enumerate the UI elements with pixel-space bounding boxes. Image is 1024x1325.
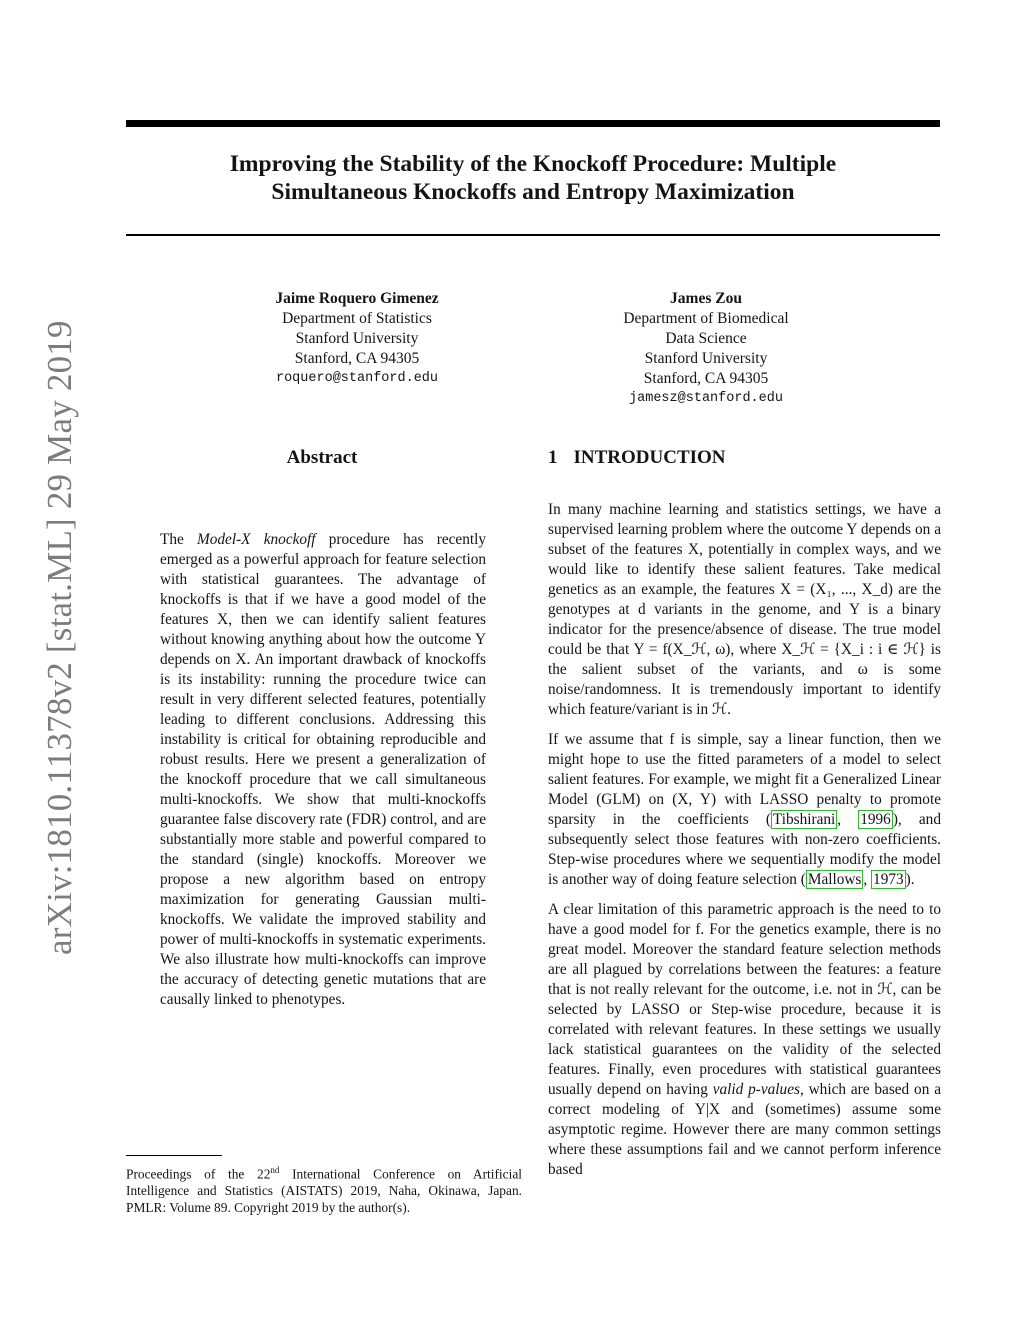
citation-separator: , — [863, 871, 872, 888]
author-affiliation-line: Stanford University — [295, 330, 419, 347]
introduction-body — [548, 500, 941, 1190]
intro-text: , which are based on a correct modeling of Y|X and (sometimes) assume some asymptotic regime. However there are many common settings where these assumptions fail and we cannot perform inference based — [548, 1081, 941, 1178]
author-affiliation-line: Data Science — [665, 330, 747, 347]
author-name: James Zou — [670, 290, 742, 307]
author-affiliation-line: Department of Biomedical — [623, 310, 789, 327]
section-title: INTRODUCTION — [573, 447, 726, 468]
abstract-heading: Abstract — [286, 447, 358, 468]
title-line-2: Simultaneous Knockoffs and Entropy Maximization — [271, 179, 795, 205]
author-email: roquero@stanford.edu — [275, 371, 439, 386]
citation-separator: , — [837, 811, 859, 828]
author-affiliation-line: Stanford, CA 94305 — [294, 350, 420, 367]
citation-link[interactable]: Mallows — [807, 871, 862, 888]
paper-title — [126, 150, 940, 206]
footnote-superscript: nd — [270, 1165, 280, 1175]
author-name: Jaime Roquero Gimenez — [275, 290, 439, 307]
title-bottom-rule — [126, 234, 940, 236]
footnote-rule — [126, 1155, 222, 1156]
author-affiliation-line: Stanford University — [644, 350, 768, 367]
introduction-heading — [548, 447, 726, 469]
section-number: 1 — [548, 447, 558, 468]
intro-paragraph-2 — [548, 730, 941, 890]
intro-emphasis: valid p-values — [712, 1081, 800, 1098]
abstract-term: Model-X knockoff — [197, 531, 316, 548]
author-block-2 — [586, 289, 826, 409]
footnote-text: Proceedings of the 22 — [126, 1166, 271, 1182]
intro-text: ), and subsequently select those features with non-zero coefficients. Step-wise procedures where we sequentially modify the model is another way of doing feature selection ( — [548, 811, 941, 888]
abstract-body-text: procedure has recently emerged as a powerful approach for feature selection with statistical guarantees. The advantage of knockoffs is that if we have a good model of the features X, then we can identify salient features without knowing anything about how the outcome Y depends on X. An important drawback of knockoffs is its instability: running the procedure twice can result in very different selected features, potentially leading to different conclusions. Addressing this instability is critical for obtaining reproducible and robust results. Here we present a generalization of the knockoff procedure that we call simultaneous multi-knockoffs. We show that multi-knockoffs guarantee false discovery rate (FDR) control, and are substantially more stable and powerful compared to the standard (single) knockoffs. Moreover we propose a new algorithm based on entropy maximization for generating Gaussian multi-knockoffs. We validate the improved stability and power of multi-knockoffs in systematic experiments. We also illustrate how multi-knockoffs can improve the accuracy of detecting genetic mutations that are causally linked to phenotypes. — [160, 531, 486, 1008]
author-affiliation-line: Stanford, CA 94305 — [643, 370, 769, 387]
intro-text: A clear limitation of this parametric approach is the need to to have a good model for f. For the genetics example, there is no great model. Moreover the standard feature selection methods are all plagued by correlations between the features: a feature that is not really relevant for the outcome, i.e. not in ℋ, can be selected by LASSO or Step-wise procedure, because it is correlated with relevant features. In these settings we usually lack statistical guarantees on the validity of the selected features. Finally, even procedures with statistical guarantees usually depend on having — [548, 901, 941, 1098]
author-block-1 — [236, 289, 478, 389]
footnote-text: International Conference on Artificial Intelligence and Statistics (AISTATS) 2019, Naha, Okinawa, Japan. PMLR: Volume 89. Copyright 2019 by the author(s). — [126, 1166, 522, 1216]
title-top-rule — [126, 120, 940, 127]
arxiv-identifier-stamp: arXiv:1810.11378v2 [stat.ML] 29 May 2019 — [40, 320, 79, 955]
citation-link[interactable]: 1996 — [860, 811, 891, 828]
intro-text: ). — [905, 871, 915, 888]
intro-text: If we assume that f is simple, say a linear function, then we might hope to use the fitted parameters of a model to select salient features. For example, we might fit a Generalized Linear Model (GLM) on (X, Y) with LASSO penalty to promote sparsity in the coefficients ( — [548, 731, 941, 828]
title-line-1: Improving the Stability of the Knockoff Procedure: Multiple — [229, 151, 837, 177]
author-affiliation-line: Department of Statistics — [282, 310, 432, 327]
intro-paragraph-3 — [548, 900, 941, 1180]
author-email: jamesz@stanford.edu — [629, 391, 783, 406]
intro-paragraph-1: In many machine learning and statistics settings, we have a supervised learning problem where the outcome Y depends on a subset of the features X, potentially in complex ways, and we would like to identify these salient features. Take medical genetics as an example, the features X = (X₁, ..., X_d) are the genotypes at d variants in the genome, and Y is a binary indicator for the presence/absence of disease. The true model could be that Y = f(X_ℋ, ω), where X_ℋ = {X_i : i ∈ ℋ} is the salient subset of the variants, and ω is some noise/randomness. It is tremendously important to identify which feature/variant is in ℋ. — [548, 501, 941, 718]
citation-link[interactable]: 1973 — [873, 871, 904, 888]
citation-link[interactable]: Tibshirani — [772, 811, 836, 828]
abstract-lead: The — [160, 531, 197, 548]
abstract-text — [160, 530, 486, 1010]
footnote — [126, 1162, 522, 1216]
